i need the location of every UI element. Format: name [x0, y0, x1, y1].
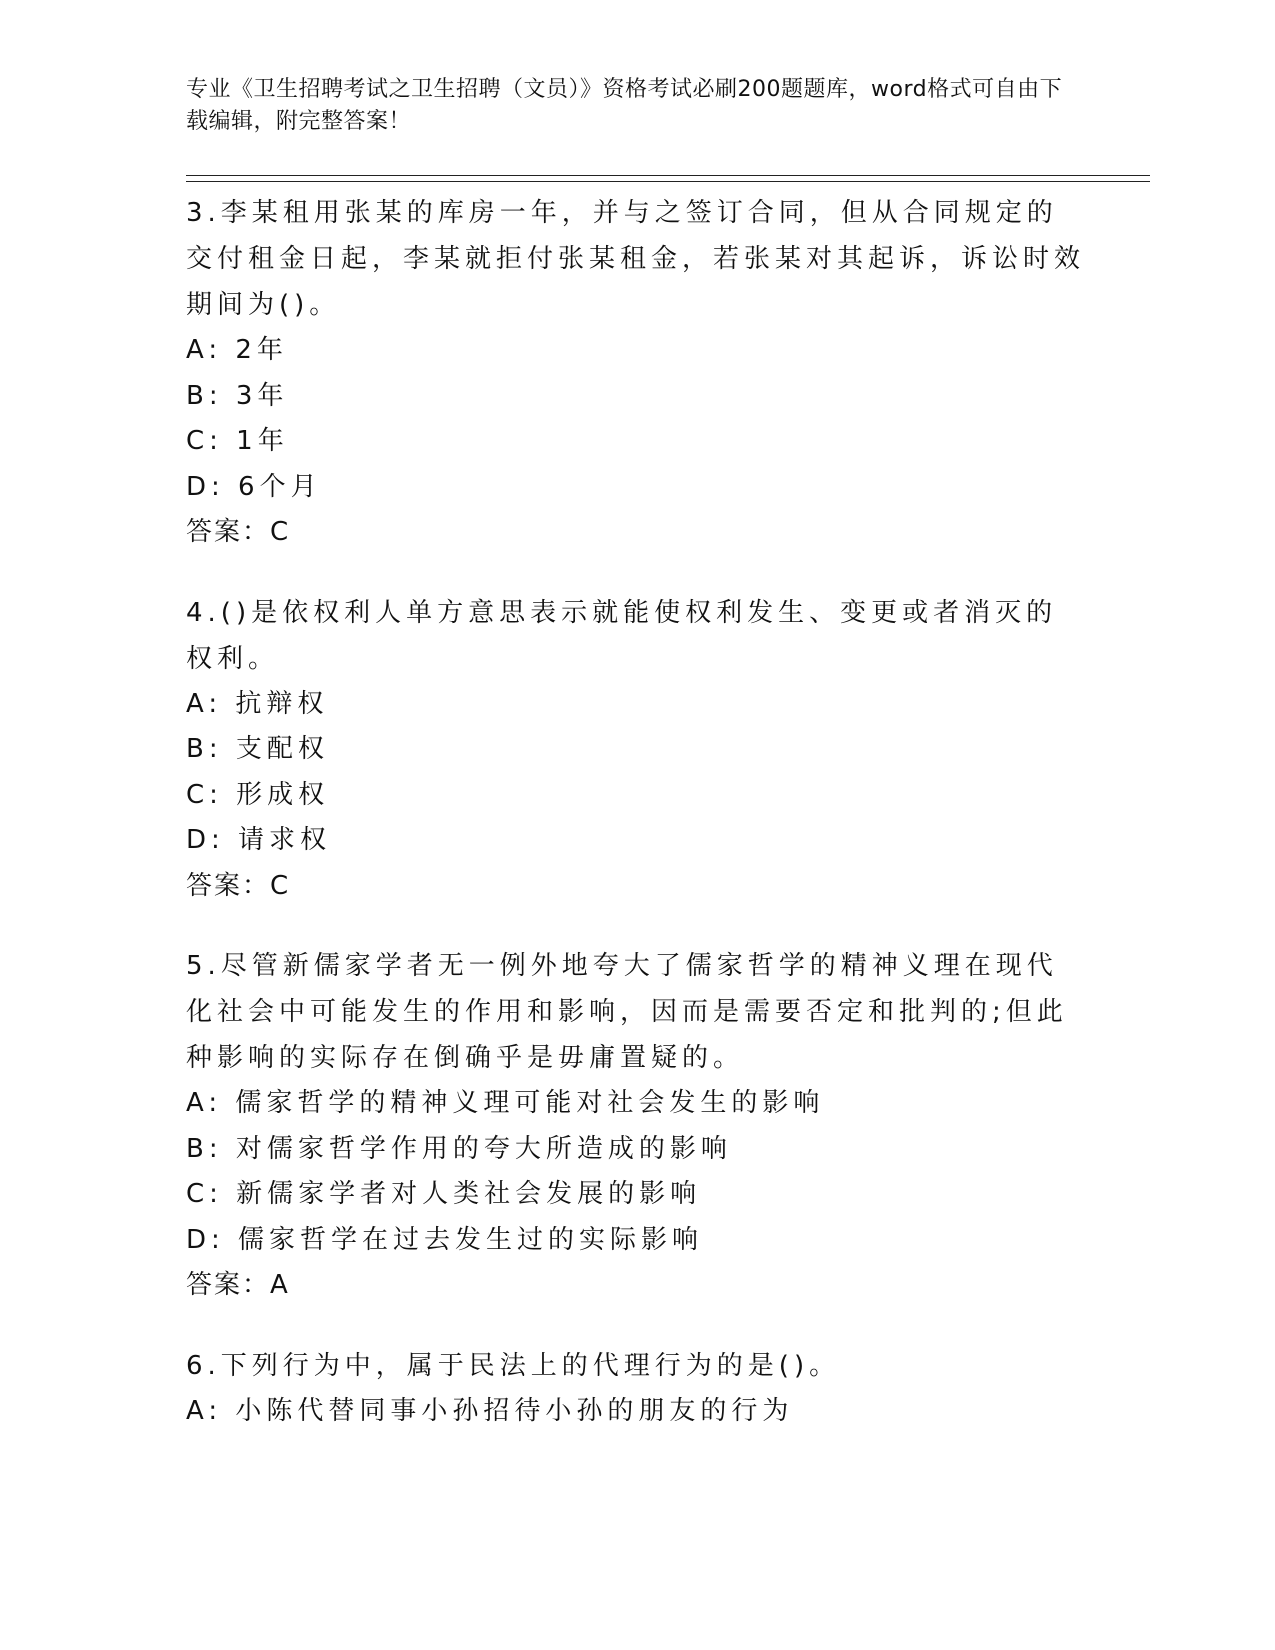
- question-stem: 4.()是依权利人单方意思表示就能使权利发生、变更或者消灭的权利。: [186, 597, 1058, 674]
- option-c: C: 形成权: [186, 779, 330, 810]
- document-header: 专业《卫生招聘考试之卫生招聘（文员）》资格考试必刷200题题库，word格式可自由下载编辑，附完整答案！: [186, 77, 1063, 134]
- question-3: [186, 190, 1086, 556]
- question-4: [186, 590, 1086, 910]
- header-divider-top: [186, 175, 1150, 176]
- answer: 答案：C: [186, 870, 291, 901]
- header-divider-bottom: [186, 181, 1150, 182]
- option-b: B: 3年: [186, 380, 289, 411]
- option-c: C: 1年: [186, 426, 289, 456]
- question-stem: 3.李某租用张某的库房一年，并与之签订合同，但从合同规定的交付租金日起，李某就拒付张某租金，若张某对其起诉，诉讼时效期间为()。: [186, 198, 1086, 320]
- question-list: [186, 190, 1086, 1468]
- option-a: A: 小陈代替同事小孙招待小孙的朋友的行为: [186, 1395, 794, 1426]
- answer: 答案：A: [186, 1270, 290, 1300]
- option-d: D: 6个月: [186, 471, 322, 502]
- question-stem: 6.下列行为中，属于民法上的代理行为的是()。: [186, 1350, 841, 1381]
- option-d: D: 请求权: [186, 825, 332, 855]
- option-a: A: 儒家哲学的精神义理可能对社会发生的影响: [186, 1088, 825, 1118]
- question-stem: 5.尽管新儒家学者无一例外地夸大了儒家哲学的精神义理在现代化社会中可能发生的作用和影响，因而是需要否定和批判的;但此种影响的实际存在倒确乎是毋庸置疑的。: [186, 951, 1068, 1073]
- option-c: C: 新儒家学者对人类社会发展的影响: [186, 1179, 702, 1209]
- question-6: [186, 1343, 1086, 1435]
- option-b: B: 支配权: [186, 734, 329, 764]
- option-b: B: 对儒家哲学作用的夸大所造成的影响: [186, 1133, 732, 1164]
- question-5: [186, 943, 1086, 1309]
- option-a: A: 2年: [186, 335, 288, 365]
- option-a: A: 抗辩权: [186, 688, 329, 719]
- option-d: D: 儒家哲学在过去发生过的实际影响: [186, 1224, 704, 1255]
- answer: 答案：C: [186, 517, 291, 547]
